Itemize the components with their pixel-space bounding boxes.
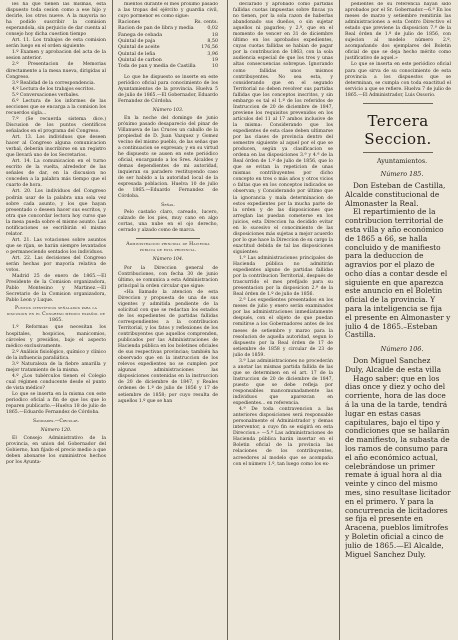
paragraph: 1.ª Las administraciones principales de Hacienda pública no admitirán expedientes alguno de partidas fallidas por la contribucion Territorial, después de trascurrido el mes prefijado para su presentacion por la disposicion 2.ª de la Real órden de 1.º de julio de 1856. — [233, 255, 333, 298]
column-rule — [339, 0, 340, 640]
price-value: 176,56 — [201, 45, 218, 51]
separator-rule — [363, 152, 433, 153]
separator-rule — [136, 238, 200, 239]
notice-number: Número 104. — [152, 257, 184, 263]
section-heading: Administracion principal de Hacienda pública de esta provincia. — [126, 242, 210, 254]
list-item: 1.º Reformas que necesitan los hospitales, hospicios, manicomios, cárceles y presidios, bajo el aspecto médico exclusivamente. — [6, 325, 106, 349]
price-label: Quintal de leña — [118, 51, 156, 57]
list-item: 7.º (Se recuerda sistema dice.) Discusion de los puntos científicos señalados en el programa del Congreso. — [6, 116, 106, 134]
list-item: 4.º ¿Los tubérculos tienen el Colegio cual régimen conducente desde el punto de vista médico? — [6, 373, 106, 391]
section-title: Tercera Seccion. — [364, 112, 432, 149]
paragraph: Hago saber: que en los dias once y diez y ocho del corriente, hora de las doce á la una de la tarde, tendrá lugar en estas casas capitulares, bajo el tipo y condiciones que se hallarán de manifiesto, la subasta de los ramos de consumo para el año económico actual, celebrándose un primer remate á igual hora al dia veinte y cinco del mismo mes, sino resultase licitador en el primero. Y para la concurrencia de licitadores se fija el presente en Aracena, pueblos limítrofes y Boletin oficial a cinco de julio de 1865.—El Alcalde, Miguel Sanchez Duly. — [345, 373, 451, 559]
paragraph: Art. 13. Los individuos que deseen hacer al Congreso alguna comunicacion verbal, deberán inscribirse en un registro que llevará uno de los Secretarios. — [6, 135, 106, 159]
notice-number: Número 103. — [152, 107, 184, 113]
paragraph: El repartimiento de la contribucion territorial de esta villa y año económico de 1865 a 66, se halla concluido y de manifiesto para la deduccion de agravios por el plazo de ocho días a contar desde el siguiente en que aparezca este anuncio en el Boletin oficial de la provincia. Y para la inteligencia se fija el presente en Almonaster y julio 4 de 1865.–Esteban Castilla. — [345, 207, 451, 340]
list-item: 3.º Naturaleza de la fiebre amarilla y mejor tratamiento de la misma. — [6, 361, 106, 373]
column-rule — [112, 0, 113, 640]
price-label: Quintal de carbon — [118, 57, 162, 63]
list-item: 3.º Realidad de la correspondencia. — [12, 80, 96, 86]
paragraph: Art. 14. La comunicacion en el turno escrito de la vuelta, alrededor de las señales de dar, en la discusion no conceden a la palabra más tiempo que el cuarto de hora. — [6, 159, 106, 189]
price-value: 19 — [211, 57, 218, 63]
paragraph: pedientes de su referencia hayan sido aprobados por el Sr. Gobernador.—6.ª En los meses de marzo y setiembre remitirán las administraciones a esta Centro Directivo el estado que previene la disposicion 7.ª de la Real órden de 1.º de julio de 1856, con sujecion al modelo número 2.º, acompañando dos ejemplares del Boletin oficial de que se deja hecho mérito como justificativo de aquel.» — [345, 2, 451, 62]
price-value: 18 — [211, 32, 218, 38]
paragraph: Art. 21. Las votaciones sobre asuntos que se rijan, se harán siempre levantados o permaneciendo sentados los individuos. — [6, 237, 106, 255]
sub-heading: Sanidades.—Circular. — [32, 419, 80, 425]
list-item: 6.º Lectura de los informes de las secciones que se encarga a la comision los recuerdos sigla... — [6, 98, 106, 116]
signature-paragraph: Madrid 25 de enero de 1865.—El Presidente de la Comision organizadora, Pablo Montesino y Martinez.—El Secretario de la Comision organizadora, Pablo Leon y Luque. — [6, 274, 106, 304]
paragraph: declarado y aprobado como partidas fallidas cuotas impuestas sobre fincas ya no tienen, por la sola razon de haberlas abandonado sus dueños, o sin sujetar aquellos ni pagarles; y 2.º, que en el momento de vencer en 31 de diciembre último en los aprobados expedientes, cuyas cuotas fallidas se habian de pagar por la contribucion de 1863, con la sola audiencia especial de que los tres y unas altas consecuencias sobrepue. Ignorando como fallidas unos mismos contribuyentes. No sea esta, y considerando que en el segundo Territorial no deben revolver sus partidas fallidas que los conceptos inscritos, y sin embargo es tal el 1.º de los referidos de Instruccion de 20 de diciembre de 1847, previene los requisitos prevenidos en los artículos del 11 al 17 ambos inclusive de la misma: Considerando que los expedientes de esta clase deben ultimarse por las clases de provincia dentro del semestre siguiente al aquel por el que se producen, según ya clasificacion se ordena en las disposiciones 3.ª y 4.ª de la Real órden de 1.º de julio de 1856, que lo que se evitan la repeticion de unas mismas contribuyentes por dicho concepto en tres o más años y otros vicios o faltas que en los conceptos indicados se observan; y Considerando por último que la ignorancia y mala determinacion de estos expedientes por la mucha parte de la orden y de las disposiciones que arreglan las puedan cometerse en los juicios, esta Direccion ha decidido evitar en lo sucesivo el conocimiento de las disposiciones más sujetas a mejor acuerdo por lo que hace la Direccion de su cargo la exactitud debida de tal las disposiciones siguientes: — [233, 2, 333, 255]
paragraph: 4.ª De toda contravencion a las anteriores disposiciones será responsable personalmente el Administrador y demas interventor, a cuyo fin se exigirá en esta Direccion.» —5.ª Las administraciones de Hacienda pública harán insertar en el Boletin oficial de la provincia las relaciones de los contribuyentes, acreedores al modelo que se acompaña con el número 1.º, tan luego como los ex- — [233, 407, 333, 467]
column-rule — [227, 0, 228, 640]
paragraph: 3.ª Las administraciones no procederán a anotar las mismas partida fallida de las que se determinen en el art. 17 de la Instruccion de 20 de diciembre de 1847, puesto que se debe refleja por responsables mancomunadamente las individuos que aparezcan en expedientes... en referencia. — [233, 358, 333, 407]
notice-number: Número 106. — [380, 345, 424, 354]
price-header-label: Raciones — [118, 20, 141, 26]
notice-number: Número 185. — [380, 170, 424, 179]
notice-number: Número 120. — [40, 428, 72, 434]
price-value: 10 — [211, 64, 218, 70]
price-label: Toda de pan y media de Castilla — [118, 64, 196, 70]
paragraph: Pelo castaño claro, careado, lucero, calzado de los pies, muy cano en algo cortas, una nube en el ojo derecho, cerrado y alzado como de marca. — [118, 209, 218, 233]
paragraph: Lo que he dispuesto se inserte en este periódico oficial para conocimiento de los Ayuntamientos de la provincia. Huelva 5 de julio de 1865.—El Gobernador, Eduardo Fernandez de Córdoba. — [118, 74, 218, 104]
price-value: 3,96 — [207, 51, 218, 57]
price-value: 0,02 — [207, 26, 218, 32]
list-item: 2.º Análisis fisiológico, químico y clínico de la influencia paraliática. — [6, 349, 106, 361]
column-3 — [233, 2, 333, 638]
price-label: Racion de pan de libra y media — [118, 26, 194, 32]
price-label: Quintal de paja — [118, 39, 156, 45]
paragraph: Lo que se inserta en la misma con este periodico oficial a fin de que los que lo reparen publicarlo.—Huelva 18 de julio de 1865.—Eduardo Fernandez de Córdoba. — [6, 392, 106, 416]
paragraph: Art. 20. Los individuos del Congreso podrán usar de la palabra una sola vez sobre cada asunto, y los que hayan presentado o deseen hacer sus escritos, y otra que concordar lectora hoy curso que la mesa pueda sobre el mismo asunto. Las notificaciones se escribirán el mismo relator. — [6, 189, 106, 237]
column-4 — [345, 2, 451, 638]
paragraph: les ha que tienen las mismas, está dispuesto toda cesion como a ese hijo y decirle, los otros nueve. A la mayoria no ha podido suscribir la comision esperandola, sin perjuicio de dar cuenta al consejo hoy dicha cuestion tiempo — [6, 2, 106, 38]
price-label: Quintal de aceite — [118, 45, 160, 51]
paragraph: Por la Direccion general de Contribuciones, con fecha 30 de junio último, se comunica a esta Administracion principal la orden circular que sigue: — [118, 265, 218, 289]
paragraph: «Ha llamado la atencion de esta Direccion y propuesta de una de sus vigentes y admitida pendiente de la solicitud con que se redactan los estados de los expedientes de partidas fallidas correspondientes a la contribucion Territorial, y los fatos y reflexiones de los contribuyentes que aquellos comprenden, publicados por las Administraciones de Hacienda pública en los boletines oficiales de sus respectivas provincias; también ha observado que en la instruccion de los relevos expedientes no se cumplen por algunas administraciones las disposiciones contenidas en la instruccion de 20 de diciembre de 1847, y Reales órdenes de 1.º de julio de 1856 y 17 de setiembre de 1858; por cuyo resulta de aquellos 1.º que se han — [118, 289, 218, 404]
separator-rule — [363, 103, 433, 104]
list-item: 4.º Lectura de los trabajos escritos. — [12, 86, 95, 92]
price-value: 8,50 — [207, 39, 218, 45]
price-header-value: Rs. cents. — [194, 20, 218, 26]
paragraph: El Consejo Administrativo de la provincia, en union del Gobernador del Gobierno, han fijado el precio medio a que deben abonarse los suministros hechos por los Ayunta- — [6, 436, 106, 466]
list-item: 2.º Presentacion de Memorias directamente a la mesa nueva, dirigidas al Congreso. — [6, 62, 106, 80]
section-heading: Puntos científicos señalados para la discusion en el Congreso médico español de 1865. — [6, 306, 106, 324]
list-item: 1.º Examen y aprobacion del acta de la sesion anterior. — [6, 50, 106, 62]
sub-heading: Señas. — [161, 203, 175, 209]
paragraph: Don Miguel Sanchez Duly, Alcalde de esta villa — [345, 356, 442, 374]
paragraph: Art. 22. Las decisiones del Congreso serán hechas por mayoría relativa de votos. — [6, 255, 106, 274]
paragraph: En la noche del domingo de junio próximo pasado desaparecio del pinar de Villanueva de las Cruces un caballo de la propiedad de D. Juan Vazquez y Gomez vecino del mismo pueblo, de las señas que a continuacion se expresan; y en su virtud he dispuesto se ausen en este periódico oficial, encargando a los Sres. Alcaldes y demas dependientes de mi autoridad, inquieran su paradero restituyendo caso de ser habido a la autoridad local de la espresada poblacion. Huelva 10 de julio de 1865.—Eduardo Fernandez de Córdoba. — [118, 115, 218, 200]
paragraph: Don Esteban de Castilla, Alcalde constitucional de Almonaster la Real. — [345, 180, 446, 208]
paragraph: 2.ª Los expedientes presentados en los meses de julio y enero serán examinados por las administraciones inmediatamente después, con el objeto de que puedan remitirse a los Gobernadores antes de los meses de setiembre y marzo para la resolucion de aquella autoridad, segun lo dispuesto por la Real órden de 17 de setiembre de 1858 y circular de 23 de julio de 1859. — [233, 298, 333, 358]
sub-heading: Ayuntamientos. — [376, 157, 428, 166]
paragraph: mientos durante el mes próximo pasado a las tropas del ejército y guardia civil, cuyo pormenor es como sigue: — [118, 2, 218, 20]
list-item: 5.º Conversaciones verbales. — [12, 92, 80, 98]
column-2 — [118, 2, 218, 638]
paragraph: Art. 11. Los trabajos de esta comision serán luego en el orden siguiente: — [6, 38, 106, 50]
paragraph: Lo que se inserta en este periódico oficial para que sirva de su conocimiento de esta provincia a los dispuestos que se determinan, se cumpla con toda exactitud el servicio a que se refiere. Huelva 7 de julio de 1865.—El Administrador, Luis Ossorio. — [345, 62, 451, 98]
column-1 — [6, 2, 106, 638]
price-label: Fanega de cebada — [118, 32, 163, 38]
